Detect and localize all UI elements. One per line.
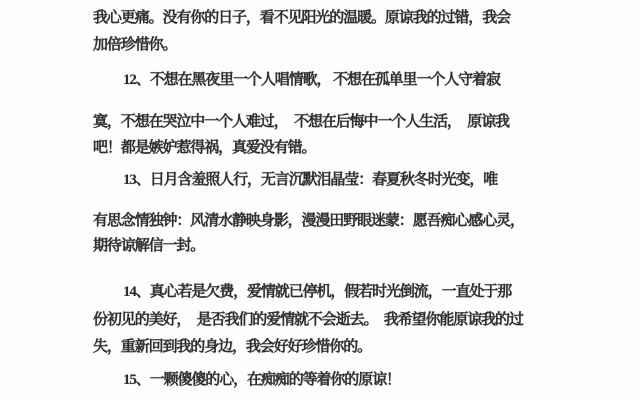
item-14-line-3: 失，重新回到我的身边，我会好好珍惜你的。	[93, 339, 372, 355]
item-12-line-3: 吧！都是嫉妒惹得祸，真爱没有错。	[93, 140, 316, 156]
item-14-line-1: 14、真心若是欠费，爱情就已停机，假若时光倒流，一直处于那	[123, 284, 512, 300]
intro-continuation-line-2: 加倍珍惜你。	[93, 37, 177, 53]
item-14-line-2: 份初见的美好， 是否我们的爱情就不会逝去。 我希望你能原谅我的过	[93, 312, 523, 328]
item-13-line-1: 13、日月含羞照人行，无言沉默泪晶莹：春夏秋冬时光变，唯	[123, 172, 498, 188]
item-15-line-1: 15、一颗傻傻的心，在痴痴的等着你的原谅！	[123, 372, 400, 388]
intro-continuation-line-1: 我心更痛。没有你的日子，看不见阳光的温暖。原谅我的过错，我会	[93, 10, 511, 26]
item-12-line-2: 寞，不想在哭泣中一个人难过， 不想在后悔中一个人生活， 原谅我	[93, 114, 509, 130]
item-13-line-2: 有思念情独钟：风清水静映身影，漫漫田野眼迷蒙：愿吾痴心感心灵，	[93, 213, 524, 229]
item-13-line-3: 期待谅解信一封。	[93, 238, 205, 254]
item-12-line-1: 12、不想在黑夜里一个人唱情歌， 不想在孤单里一个人守着寂	[123, 72, 500, 88]
